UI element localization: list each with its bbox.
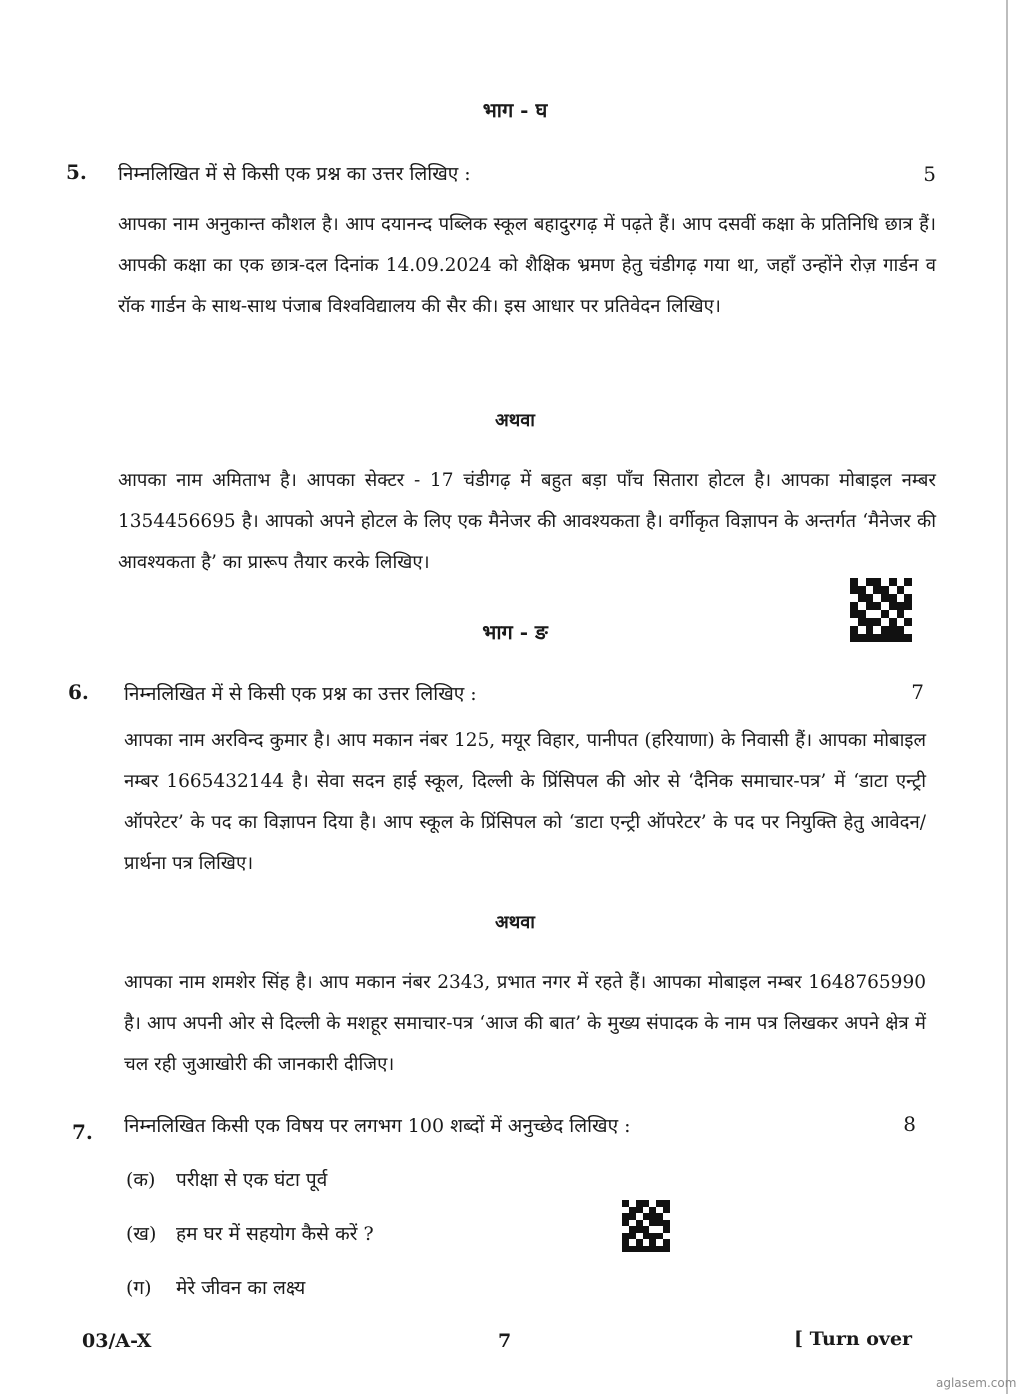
watermark: aglasem.com: [936, 1376, 1017, 1390]
q7-option-text: मेरे जीवन का लक्ष्य: [176, 1277, 306, 1299]
q5-option-b: आपका नाम अमिताभ है। आपका सेक्टर - 17 चंडीगढ़ में बहुत बड़ा पाँच सितारा होटल है। आपका मोबाइल नम्बर 1354456695 है। आपको अपने होटल के लिए एक मैनेजर की आवश्यकता है। वर्गीकृत विज्ञापन के अन्तर्गत ‘मैनेजर की आवश्यकता है’ का प्रारूप तैयार करके लिखिए।: [118, 470, 936, 573]
q7-instruction: निम्नलिखित किसी एक विषय पर लगभग 100 शब्दों में अनुच्छेद लिखिए :: [124, 1115, 631, 1137]
q6-instruction: निम्नलिखित में से किसी एक प्रश्न का उत्तर लिखिए :: [124, 683, 477, 705]
q6-or: अथवा: [495, 912, 535, 933]
page-edge: [1006, 0, 1008, 1394]
section-d-title: भाग - घ: [482, 98, 548, 122]
q5-option-a: आपका नाम अनुकान्त कौशल है। आप दयानन्द पब्लिक स्कूल बहादुरगढ़ में पढ़ते हैं। आप दसवीं कक्षा के प्रतिनिधि छात्र हैं। आपकी कक्षा का एक छात्र-दल दिनांक 14.09.2024 को शैक्षिक भ्रमण हेतु चंडीगढ़ गया था, जहाँ उन्होंने रोज़ गार्डन व रॉक गार्डन के साथ-साथ पंजाब विश्वविद्यालय की सैर की। इस आधार पर प्रतिवेदन लिखिए।: [118, 214, 936, 317]
section-e-title: भाग - ङ: [482, 620, 548, 644]
q7-number: 7.: [72, 1120, 93, 1144]
q7-option: [126, 1220, 374, 1246]
q7-marks: 8: [903, 1112, 916, 1136]
turn-over: [ Turn over: [794, 1328, 913, 1350]
q7-option-label: (ख): [126, 1223, 157, 1245]
q6-option-b: आपका नाम शमशेर सिंह है। आप मकान नंबर 2343, प्रभात नगर में रहते हैं। आपका मोबाइल नम्बर 1648765990 है। आप अपनी ओर से दिल्ली के मशहूर समाचार-पत्र ‘आज की बात’ के मुख्य संपादक के नाम पत्र लिखकर अपने क्षेत्र में चल रही जुआखोरी की जानकारी दीजिए।: [124, 972, 926, 1075]
q7-option-text: परीक्षा से एक घंटा पूर्व: [176, 1169, 328, 1191]
q7-option-label: (ग): [126, 1277, 152, 1299]
q5-instruction: निम्नलिखित में से किसी एक प्रश्न का उत्तर लिखिए :: [118, 163, 471, 185]
page-number: 7: [498, 1330, 512, 1352]
q5-marks: 5: [923, 162, 936, 186]
q7-option: [126, 1166, 327, 1192]
paper-code: 03/A-X: [82, 1330, 152, 1352]
q5-number: 5.: [66, 160, 87, 184]
barcode-graphic: [622, 1200, 670, 1252]
q7-option-label: (क): [126, 1169, 156, 1191]
q6-option-a: आपका नाम अरविन्द कुमार है। आप मकान नंबर 125, मयूर विहार, पानीपत (हरियाणा) के निवासी हैं। आपका मोबाइल नम्बर 1665432144 है। सेवा सदन हाई स्कूल, दिल्ली के प्रिंसिपल की ओर से ‘दैनिक समाचार-पत्र’ में ‘डाटा एन्ट्री ऑपरेटर’ के पद का विज्ञापन दिया है। आप स्कूल के प्रिंसिपल को ‘डाटा एन्ट्री ऑपरेटर’ के पद पर नियुक्ति हेतु आवेदन/प्रार्थना पत्र लिखिए।: [124, 730, 926, 874]
q7-option-text: हम घर में सहयोग कैसे करें ?: [176, 1223, 374, 1245]
q6-number: 6.: [68, 680, 89, 704]
q5-or: अथवा: [495, 410, 535, 431]
q7-option: [126, 1274, 305, 1300]
q6-marks: 7: [911, 680, 924, 704]
